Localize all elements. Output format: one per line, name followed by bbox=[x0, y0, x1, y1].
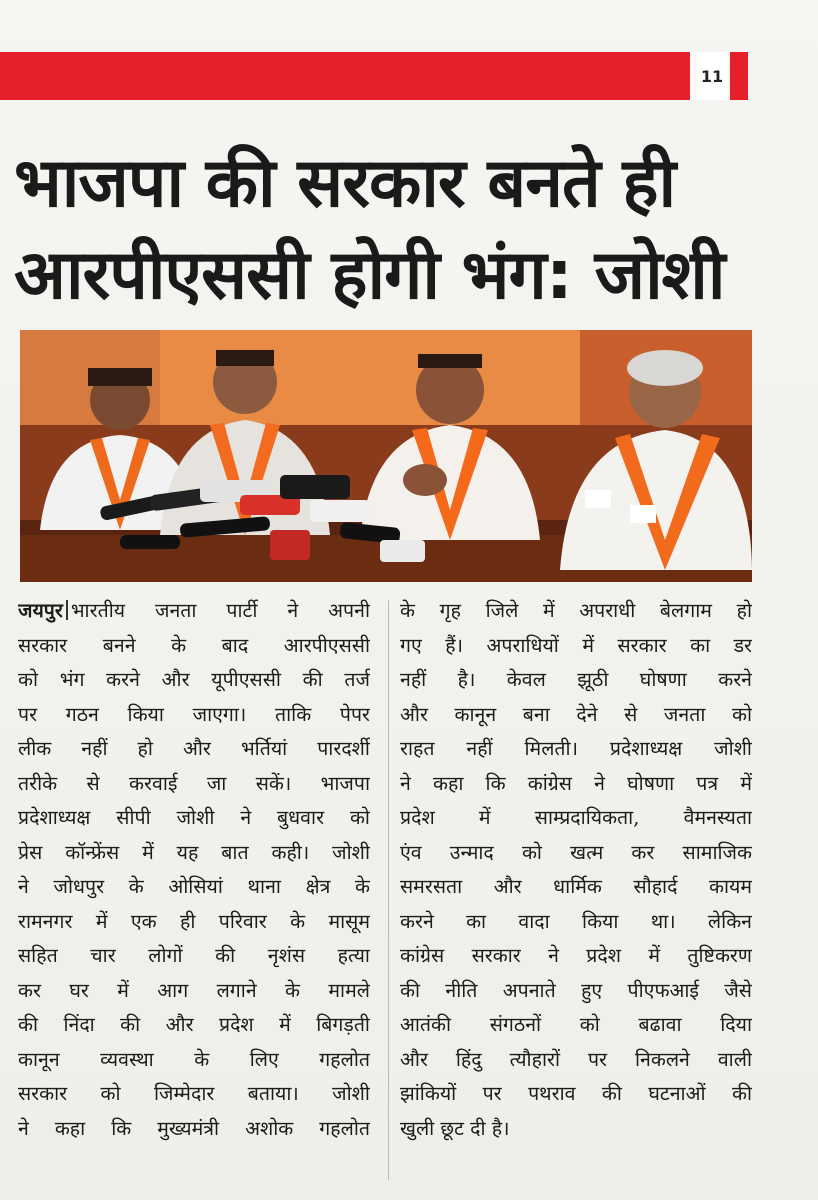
article-line: के गृह जिले में अपराधी बेलगाम हो bbox=[400, 599, 752, 622]
article-line: समरसता और धार्मिक सौहार्द कायम bbox=[400, 875, 752, 898]
article-line: राहत नहीं मिलती। प्रदेशाध्यक्ष जोशी bbox=[400, 737, 752, 760]
header-band bbox=[0, 52, 690, 100]
article-line: ने कहा कि मुख्यमंत्री अशोक गहलोत bbox=[18, 1116, 370, 1140]
article-line: की निंदा की और प्रदेश में बिगड़ती bbox=[18, 1013, 370, 1036]
article-line: प्रदेश में साम्प्रदायिकता, वैमनस्यता bbox=[400, 806, 752, 829]
article-line-text: भारतीय जनता पार्टी ने अपनी bbox=[70, 599, 370, 622]
article-line: और कानून बना देने से जनता को bbox=[400, 702, 752, 726]
article-line: गए हैं। अपराधियों में सरकार का डर bbox=[400, 633, 752, 657]
article-line: नहीं है। केवल झूठी घोषणा करने bbox=[400, 668, 752, 691]
headline-line-1: भाजपा की सरकार बनते ही bbox=[14, 144, 676, 223]
article-line: और हिंदु त्यौहारों पर निकलने वाली bbox=[400, 1047, 752, 1071]
headline bbox=[14, 138, 754, 322]
article-line: कर घर में आग लगाने के मामले bbox=[18, 978, 370, 1002]
article-line: कानून व्यवस्था के लिए गहलोत bbox=[18, 1047, 370, 1071]
dateline-separator bbox=[66, 600, 68, 620]
article-line: सरकार बनने के बाद आरपीएससी bbox=[18, 633, 370, 657]
article-column-left bbox=[18, 594, 370, 1146]
article-line: करने का वादा किया था। लेकिन bbox=[400, 909, 752, 933]
header-band-tail bbox=[730, 52, 748, 100]
header-band-gap bbox=[690, 52, 695, 100]
article-line: ने जोधपुर के ओसियां थाना क्षेत्र के bbox=[18, 875, 370, 898]
article-line: खुली छूट दी है। bbox=[400, 1116, 510, 1140]
article-body bbox=[18, 594, 758, 1194]
page-number: 11 bbox=[696, 52, 728, 100]
article-line: सहित चार लोगों की नृशंस हत्या bbox=[18, 944, 370, 967]
article-line: को भंग करने और यूपीएससी की तर्ज bbox=[18, 668, 370, 691]
article-line: आतंकी संगठनों को बढावा दिया bbox=[400, 1013, 752, 1036]
article-line: सरकार को जिम्मेदार बताया। जोशी bbox=[18, 1082, 370, 1105]
article-line: झांकियों पर पथराव की घटनाओं की bbox=[400, 1082, 752, 1105]
article-line: तरीके से करवाई जा सकें। भाजपा bbox=[18, 771, 370, 795]
article-line: की नीति अपनाते हुए पीएफआई जैसे bbox=[400, 978, 752, 1002]
dateline: जयपुर bbox=[18, 599, 63, 622]
article-line bbox=[18, 594, 370, 629]
article-line: लीक नहीं हो और भर्तियां पारदर्शी bbox=[18, 737, 370, 760]
column-divider bbox=[388, 600, 389, 1180]
article-line: पर गठन किया जाएगा। ताकि पेपर bbox=[18, 702, 370, 726]
article-line: प्रदेशाध्यक्ष सीपी जोशी ने बुधवार को bbox=[18, 806, 370, 829]
article-line: रामनगर में एक ही परिवार के मासूम bbox=[18, 909, 370, 933]
headline-line-2: आरपीएससी होगी भंग: जोशी bbox=[14, 236, 725, 315]
article-column-right bbox=[400, 594, 752, 1146]
article-line: ने कहा कि कांग्रेस ने घोषणा पत्र में bbox=[400, 771, 752, 795]
article-line: प्रेस कॉन्फ्रेंस में यह बात कही। जोशी bbox=[18, 840, 370, 864]
article-line: एंव उन्माद को खत्म कर सामाजिक bbox=[400, 840, 752, 864]
press-conference-photo bbox=[20, 330, 752, 582]
article-line: कांग्रेस सरकार ने प्रदेश में तुष्टिकरण bbox=[400, 944, 752, 967]
